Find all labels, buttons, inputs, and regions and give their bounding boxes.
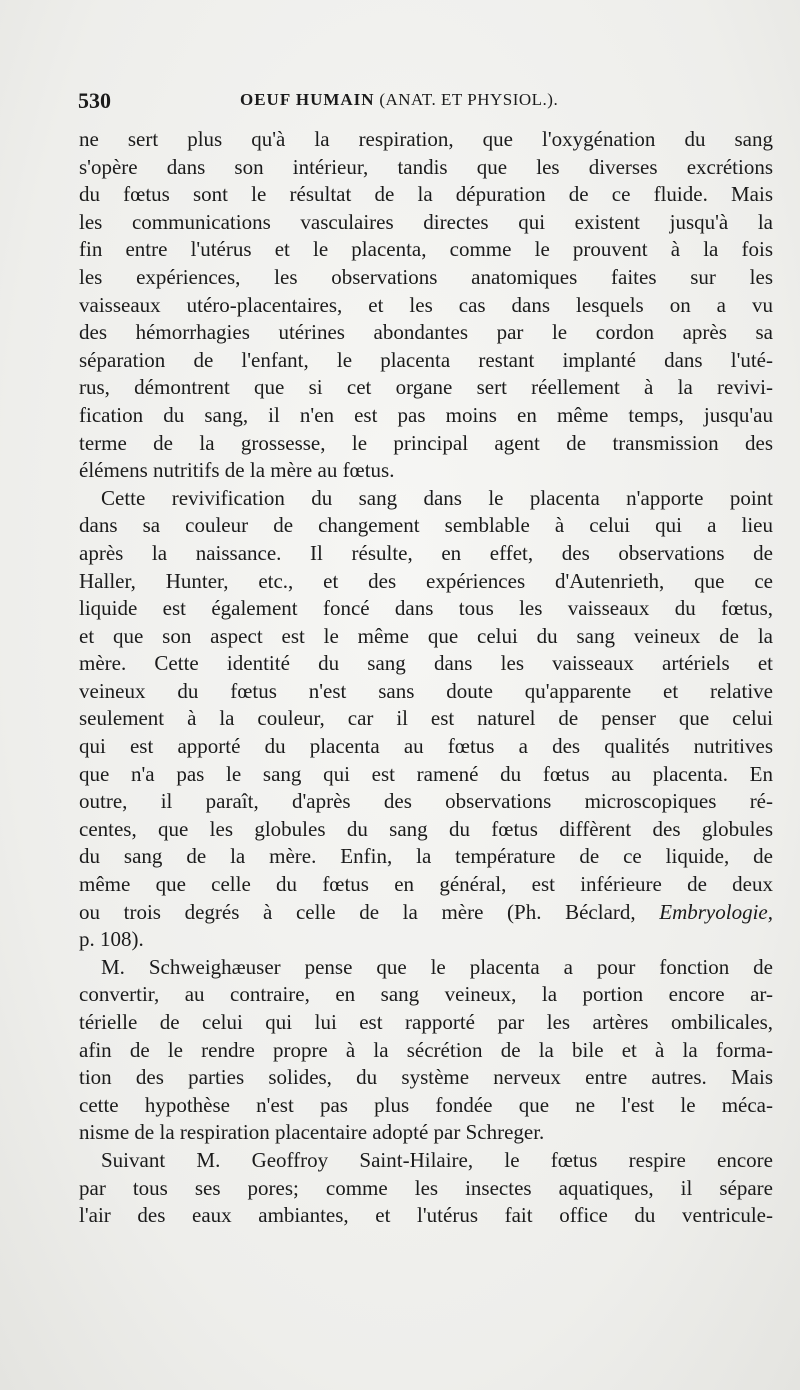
text-line: du sang de la mère. Enfin, la température de ce liquide, de [79, 844, 773, 869]
text-line: après la naissance. Il résulte, en effet, des observations de [79, 540, 773, 565]
text-line: Haller, Hunter, etc., et des expériences d'Autenrieth, que ce [79, 568, 773, 593]
text-line: vaisseaux utéro-placentaires, et les cas dans lesquels on a vu [79, 292, 773, 317]
text-line: centes, que les globules du sang du fœtus diffèrent des globules [79, 816, 773, 841]
text-line: outre, il paraît, d'après des observations microscopiques ré- [79, 789, 773, 814]
text-line-with-reference [79, 899, 773, 927]
paragraph-start: M. Schweighæuser pense que le placenta a pour fonction de [101, 954, 773, 979]
text-line: terme de la grossesse, le principal agent de transmission des [79, 430, 773, 455]
italic-reference: Embryologie, [659, 899, 773, 924]
text-line: térielle de celui qui lui est rapporté par les artères ombilicales, [79, 1010, 773, 1034]
text-line: cette hypothèse n'est pas plus fondée que ne l'est le méca- [79, 1092, 773, 1117]
paragraph-start: Suivant M. Geoffroy Saint-Hilaire, le fœtus respire encore [101, 1147, 773, 1172]
page-header [78, 88, 778, 118]
text-line: qui est apporté du placenta au fœtus a des qualités nutritives [79, 734, 773, 759]
text-line: fin entre l'utérus et le placenta, comme le prouvent à la fois [79, 237, 773, 262]
text-line: les communications vasculaires directes qui existent jusqu'à la [79, 209, 773, 234]
text-line: tion des parties solides, du système nerveux entre autres. Mais [79, 1065, 773, 1090]
text-line: que n'a pas le sang qui est ramené du fœtus au placenta. En [79, 761, 773, 786]
text-line: p. 108). [79, 927, 144, 952]
text-line: veineux du fœtus n'est sans doute qu'apparente et relative [79, 678, 773, 703]
text-line: et que son aspect est le même que celui du sang veineux de la [79, 623, 773, 648]
running-head [240, 90, 558, 110]
text-line: seulement à la couleur, car il est naturel de penser que celui [79, 706, 773, 731]
text-line: convertir, au contraire, en sang veineux, la portion encore ar- [79, 982, 773, 1007]
text-line: des hémorrhagies utérines abondantes par le cordon après sa [79, 320, 773, 345]
text-line: rus, démontrent que si cet organe sert réellement à la revivi- [79, 375, 773, 400]
text-line: ne sert plus qu'à la respiration, que l'oxygénation du sang [79, 127, 773, 151]
text-line: même que celle du fœtus en général, est inférieure de deux [79, 872, 773, 897]
text-line: s'opère dans son intérieur, tandis que les diverses excrétions [79, 154, 773, 179]
running-head-subtitle: (ANAT. ET PHYSIOL.). [374, 90, 559, 109]
body-text [79, 126, 773, 1230]
paragraph-start: Cette revivification du sang dans le placenta n'apporte point [101, 485, 773, 510]
text-line: par tous ses pores; comme les insectes aquatiques, il sépare [79, 1175, 773, 1200]
text-line: l'air des eaux ambiantes, et l'utérus fait office du ventricule- [79, 1203, 773, 1228]
text-line: nisme de la respiration placentaire adopté par Schreger. [79, 1120, 545, 1145]
text-line: liquide est également foncé dans tous les vaisseaux du fœtus, [79, 596, 773, 621]
text-line: dans sa couleur de changement semblable à celui qui a lieu [79, 513, 773, 538]
text-line: les expériences, les observations anatomiques faites sur les [79, 264, 773, 289]
page-number: 530 [78, 88, 111, 113]
text-line: afin de le rendre propre à la sécrétion de la bile et à la forma- [79, 1037, 773, 1062]
text-line: élémens nutritifs de la mère au fœtus. [79, 458, 395, 483]
text-line: du fœtus sont le résultat de la dépuration de ce fluide. Mais [79, 182, 773, 207]
text-line: fication du sang, il n'en est pas moins en même temps, jusqu'au [79, 402, 773, 427]
text-line: mère. Cette identité du sang dans les vaisseaux artériels et [79, 651, 773, 676]
running-head-title: OEUF HUMAIN [240, 90, 375, 109]
text-line: séparation de l'enfant, le placenta restant implanté dans l'uté- [79, 347, 773, 372]
text-segment: ou trois degrés à celle de la mère (Ph. Béclard, [79, 899, 660, 924]
